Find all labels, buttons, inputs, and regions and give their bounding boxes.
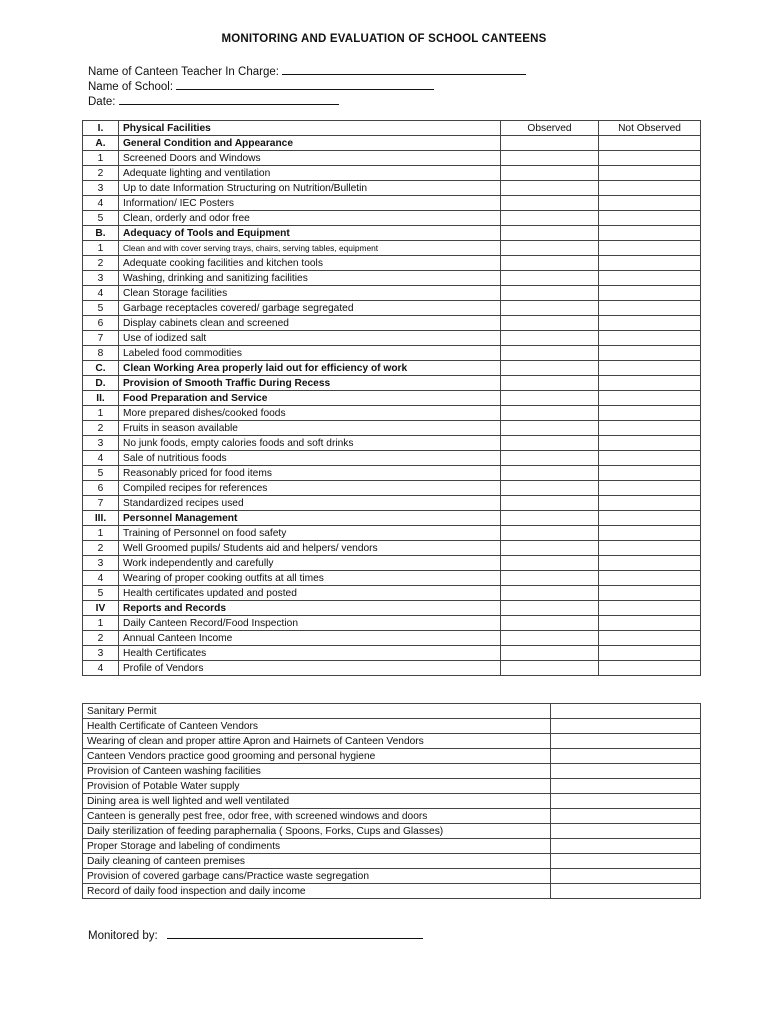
not-observed-cell[interactable] <box>599 556 701 571</box>
item-number: 3 <box>83 436 119 451</box>
item-label: Standardized recipes used <box>119 496 501 511</box>
monitored-by-label: Monitored by: <box>88 930 158 942</box>
observed-cell[interactable] <box>501 211 599 226</box>
not-observed-cell[interactable] <box>599 616 701 631</box>
sanitation-row <box>83 734 701 749</box>
item-label: Compiled recipes for references <box>119 481 501 496</box>
not-observed-cell[interactable] <box>599 316 701 331</box>
checklist-row <box>83 451 701 466</box>
observed-cell[interactable] <box>501 496 599 511</box>
sanitation-check-cell[interactable] <box>551 884 701 899</box>
item-number: 5 <box>83 301 119 316</box>
observed-cell[interactable] <box>501 466 599 481</box>
checklist-row <box>83 151 701 166</box>
observed-cell[interactable] <box>501 316 599 331</box>
observed-cell[interactable] <box>501 286 599 301</box>
checklist-row <box>83 331 701 346</box>
item-number: II. <box>83 391 119 406</box>
item-number: 4 <box>83 196 119 211</box>
not-observed-cell[interactable] <box>599 541 701 556</box>
not-observed-cell[interactable] <box>599 406 701 421</box>
sanitation-item-label: Health Certificate of Canteen Vendors <box>83 719 551 734</box>
item-label: Sale of nutritious foods <box>119 451 501 466</box>
item-number: IV <box>83 601 119 616</box>
date-label: Date: <box>88 96 116 108</box>
item-number: 1 <box>83 616 119 631</box>
sanitation-row <box>83 704 701 719</box>
observed-cell[interactable] <box>501 436 599 451</box>
not-observed-cell[interactable] <box>599 256 701 271</box>
item-label: More prepared dishes/cooked foods <box>119 406 501 421</box>
item-number: 6 <box>83 316 119 331</box>
not-observed-cell[interactable] <box>599 451 701 466</box>
observed-cell[interactable] <box>501 301 599 316</box>
item-number: 4 <box>83 451 119 466</box>
section-row <box>83 226 701 241</box>
sanitation-row <box>83 779 701 794</box>
sanitation-row <box>83 839 701 854</box>
item-label: Personnel Management <box>119 511 501 526</box>
not-observed-cell[interactable] <box>599 286 701 301</box>
checklist-row <box>83 661 701 676</box>
item-number: C. <box>83 361 119 376</box>
not-observed-cell[interactable] <box>599 511 701 526</box>
item-label: Work independently and carefully <box>119 556 501 571</box>
item-label: Up to date Information Structuring on Nutrition/Bulletin <box>119 181 501 196</box>
item-label: Training of Personnel on food safety <box>119 526 501 541</box>
observed-cell[interactable] <box>501 526 599 541</box>
observed-header: Observed <box>501 121 599 136</box>
not-observed-cell[interactable] <box>599 391 701 406</box>
checklist-row <box>83 481 701 496</box>
item-label: Health Certificates <box>119 646 501 661</box>
item-label: Screened Doors and Windows <box>119 151 501 166</box>
checklist-row <box>83 346 701 361</box>
not-observed-cell[interactable] <box>599 586 701 601</box>
observed-cell[interactable] <box>501 511 599 526</box>
item-number: 1 <box>83 241 119 256</box>
item-label: Adequate cooking facilities and kitchen tools <box>119 256 501 271</box>
item-label: Reasonably priced for food items <box>119 466 501 481</box>
checklist-row <box>83 181 701 196</box>
school-label: Name of School: <box>88 81 174 93</box>
not-observed-cell[interactable] <box>599 331 701 346</box>
sanitation-item-label: Daily sterilization of feeding paraphernalia ( Spoons, Forks, Cups and Glasses) <box>83 824 551 839</box>
not-observed-cell[interactable] <box>599 376 701 391</box>
observed-cell[interactable] <box>501 661 599 676</box>
observed-cell[interactable] <box>501 481 599 496</box>
sanitation-row <box>83 824 701 839</box>
observed-cell[interactable] <box>501 181 599 196</box>
observed-cell[interactable] <box>501 241 599 256</box>
sanitation-check-cell[interactable] <box>551 824 701 839</box>
sanitation-row <box>83 794 701 809</box>
checklist-row <box>83 271 701 286</box>
item-number: B. <box>83 226 119 241</box>
observed-cell[interactable] <box>501 346 599 361</box>
item-label: Reports and Records <box>119 601 501 616</box>
sanitation-check-cell[interactable] <box>551 734 701 749</box>
not-observed-cell[interactable] <box>599 496 701 511</box>
not-observed-cell[interactable] <box>599 361 701 376</box>
item-number: 2 <box>83 166 119 181</box>
teacher-blank[interactable] <box>282 64 526 75</box>
not-observed-header: Not Observed <box>599 121 701 136</box>
observed-cell[interactable] <box>501 256 599 271</box>
item-number: 5 <box>83 586 119 601</box>
sanitation-check-cell[interactable] <box>551 869 701 884</box>
item-label: Profile of Vendors <box>119 661 501 676</box>
item-number: 3 <box>83 181 119 196</box>
checklist-row <box>83 466 701 481</box>
item-label: Display cabinets clean and screened <box>119 316 501 331</box>
monitored-by-field[interactable] <box>88 928 423 942</box>
sanitation-check-cell[interactable] <box>551 854 701 869</box>
item-label: Clean and with cover serving trays, chairs, serving tables, equipment <box>119 241 501 256</box>
not-observed-cell[interactable] <box>599 631 701 646</box>
observed-cell[interactable] <box>501 271 599 286</box>
item-label: Health certificates updated and posted <box>119 586 501 601</box>
sanitation-check-cell[interactable] <box>551 719 701 734</box>
not-observed-cell[interactable] <box>599 226 701 241</box>
sanitation-check-cell[interactable] <box>551 704 701 719</box>
item-label: Food Preparation and Service <box>119 391 501 406</box>
item-number: 3 <box>83 556 119 571</box>
item-number: 3 <box>83 646 119 661</box>
sanitation-item-label: Provision of Canteen washing facilities <box>83 764 551 779</box>
sanitation-row <box>83 854 701 869</box>
not-observed-cell[interactable] <box>599 601 701 616</box>
checklist-row <box>83 616 701 631</box>
item-label: Garbage receptacles covered/ garbage segregated <box>119 301 501 316</box>
section-number: I. <box>83 121 119 136</box>
checklist-row <box>83 541 701 556</box>
item-number: 4 <box>83 661 119 676</box>
sanitation-item-label: Provision of covered garbage cans/Practice waste segregation <box>83 869 551 884</box>
sanitation-item-label: Provision of Potable Water supply <box>83 779 551 794</box>
sanitation-item-label: Canteen is generally pest free, odor free, with screened windows and doors <box>83 809 551 824</box>
document-title: MONITORING AND EVALUATION OF SCHOOL CANTEENS <box>221 33 547 45</box>
not-observed-cell[interactable] <box>599 166 701 181</box>
observed-cell[interactable] <box>501 196 599 211</box>
checklist-row <box>83 421 701 436</box>
not-observed-cell[interactable] <box>599 571 701 586</box>
checklist-row <box>83 436 701 451</box>
monitored-by-blank[interactable] <box>167 928 423 939</box>
sanitation-row <box>83 749 701 764</box>
sanitation-row <box>83 719 701 734</box>
item-number: 3 <box>83 271 119 286</box>
observed-cell[interactable] <box>501 151 599 166</box>
sanitation-item-label: Sanitary Permit <box>83 704 551 719</box>
checklist-row <box>83 556 701 571</box>
item-label: Labeled food commodities <box>119 346 501 361</box>
not-observed-cell[interactable] <box>599 181 701 196</box>
observed-cell[interactable] <box>501 586 599 601</box>
item-number: A. <box>83 136 119 151</box>
not-observed-cell[interactable] <box>599 661 701 676</box>
not-observed-cell[interactable] <box>599 421 701 436</box>
section-row <box>83 391 701 406</box>
section-row <box>83 361 701 376</box>
sanitation-item-label: Canteen Vendors practice good grooming and personal hygiene <box>83 749 551 764</box>
sanitation-check-cell[interactable] <box>551 764 701 779</box>
observed-cell[interactable] <box>501 421 599 436</box>
item-label: Clean, orderly and odor free <box>119 211 501 226</box>
sanitation-item-label: Dining area is well lighted and well ventilated <box>83 794 551 809</box>
not-observed-cell[interactable] <box>599 151 701 166</box>
checklist-row <box>83 526 701 541</box>
section-title: Physical Facilities <box>119 121 501 136</box>
section-row <box>83 136 701 151</box>
not-observed-cell[interactable] <box>599 526 701 541</box>
sanitation-check-cell[interactable] <box>551 779 701 794</box>
section-row <box>83 601 701 616</box>
observed-cell[interactable] <box>501 601 599 616</box>
section-row <box>83 376 701 391</box>
school-field[interactable] <box>88 79 434 93</box>
item-label: Wearing of proper cooking outfits at all times <box>119 571 501 586</box>
item-number: 4 <box>83 286 119 301</box>
item-label: Annual Canteen Income <box>119 631 501 646</box>
item-number: 5 <box>83 466 119 481</box>
item-number: 2 <box>83 631 119 646</box>
teacher-field[interactable] <box>88 64 526 78</box>
item-number: 4 <box>83 571 119 586</box>
item-number: 1 <box>83 151 119 166</box>
date-blank[interactable] <box>119 94 339 105</box>
checklist-row <box>83 586 701 601</box>
checklist-row <box>83 631 701 646</box>
observed-cell[interactable] <box>501 136 599 151</box>
sanitation-item-label: Daily cleaning of canteen premises <box>83 854 551 869</box>
checklist-table <box>82 120 701 676</box>
item-number: 7 <box>83 496 119 511</box>
checklist-row <box>83 241 701 256</box>
item-label: Well Groomed pupils/ Students aid and helpers/ vendors <box>119 541 501 556</box>
not-observed-cell[interactable] <box>599 196 701 211</box>
observed-cell[interactable] <box>501 406 599 421</box>
item-number: 5 <box>83 211 119 226</box>
item-label: Fruits in season available <box>119 421 501 436</box>
checklist-row <box>83 286 701 301</box>
observed-cell[interactable] <box>501 646 599 661</box>
item-number: 2 <box>83 256 119 271</box>
item-number: 7 <box>83 331 119 346</box>
item-label: Use of iodized salt <box>119 331 501 346</box>
checklist-row <box>83 406 701 421</box>
item-label: Daily Canteen Record/Food Inspection <box>119 616 501 631</box>
observed-cell[interactable] <box>501 571 599 586</box>
item-label: Information/ IEC Posters <box>119 196 501 211</box>
sanitation-item-label: Wearing of clean and proper attire Apron and Hairnets of Canteen Vendors <box>83 734 551 749</box>
item-number: 2 <box>83 421 119 436</box>
sanitation-check-cell[interactable] <box>551 794 701 809</box>
item-label: No junk foods, empty calories foods and soft drinks <box>119 436 501 451</box>
checklist-row <box>83 571 701 586</box>
checklist-row <box>83 211 701 226</box>
item-label: Washing, drinking and sanitizing facilities <box>119 271 501 286</box>
item-number: 2 <box>83 541 119 556</box>
checklist-row <box>83 496 701 511</box>
observed-cell[interactable] <box>501 361 599 376</box>
observed-cell[interactable] <box>501 391 599 406</box>
not-observed-cell[interactable] <box>599 436 701 451</box>
item-number: 1 <box>83 406 119 421</box>
sanitation-item-label: Record of daily food inspection and daily income <box>83 884 551 899</box>
teacher-label: Name of Canteen Teacher In Charge: <box>88 66 279 78</box>
not-observed-cell[interactable] <box>599 646 701 661</box>
observed-cell[interactable] <box>501 331 599 346</box>
sanitation-check-cell[interactable] <box>551 809 701 824</box>
sanitation-table <box>82 703 701 899</box>
observed-cell[interactable] <box>501 556 599 571</box>
checklist-header-row <box>83 121 701 136</box>
section-row <box>83 511 701 526</box>
observed-cell[interactable] <box>501 451 599 466</box>
item-label: Clean Working Area properly laid out for efficiency of work <box>119 361 501 376</box>
not-observed-cell[interactable] <box>599 211 701 226</box>
observed-cell[interactable] <box>501 226 599 241</box>
not-observed-cell[interactable] <box>599 346 701 361</box>
item-label: Clean Storage facilities <box>119 286 501 301</box>
date-field[interactable] <box>88 94 339 108</box>
item-label: Adequacy of Tools and Equipment <box>119 226 501 241</box>
item-number: 1 <box>83 526 119 541</box>
checklist-row <box>83 256 701 271</box>
observed-cell[interactable] <box>501 376 599 391</box>
sanitation-row <box>83 764 701 779</box>
item-label: Adequate lighting and ventilation <box>119 166 501 181</box>
not-observed-cell[interactable] <box>599 481 701 496</box>
checklist-row <box>83 301 701 316</box>
item-number: D. <box>83 376 119 391</box>
checklist-row <box>83 166 701 181</box>
checklist-row <box>83 646 701 661</box>
item-label: General Condition and Appearance <box>119 136 501 151</box>
item-number: 8 <box>83 346 119 361</box>
observed-cell[interactable] <box>501 541 599 556</box>
sanitation-row <box>83 809 701 824</box>
not-observed-cell[interactable] <box>599 466 701 481</box>
item-number: III. <box>83 511 119 526</box>
observed-cell[interactable] <box>501 616 599 631</box>
observed-cell[interactable] <box>501 631 599 646</box>
item-number: 6 <box>83 481 119 496</box>
sanitation-item-label: Proper Storage and labeling of condiments <box>83 839 551 854</box>
observed-cell[interactable] <box>501 166 599 181</box>
not-observed-cell[interactable] <box>599 301 701 316</box>
not-observed-cell[interactable] <box>599 241 701 256</box>
item-label: Provision of Smooth Traffic During Recess <box>119 376 501 391</box>
sanitation-check-cell[interactable] <box>551 839 701 854</box>
sanitation-check-cell[interactable] <box>551 749 701 764</box>
not-observed-cell[interactable] <box>599 271 701 286</box>
sanitation-row <box>83 884 701 899</box>
checklist-row <box>83 196 701 211</box>
not-observed-cell[interactable] <box>599 136 701 151</box>
checklist-row <box>83 316 701 331</box>
sanitation-row <box>83 869 701 884</box>
school-blank[interactable] <box>176 79 434 90</box>
